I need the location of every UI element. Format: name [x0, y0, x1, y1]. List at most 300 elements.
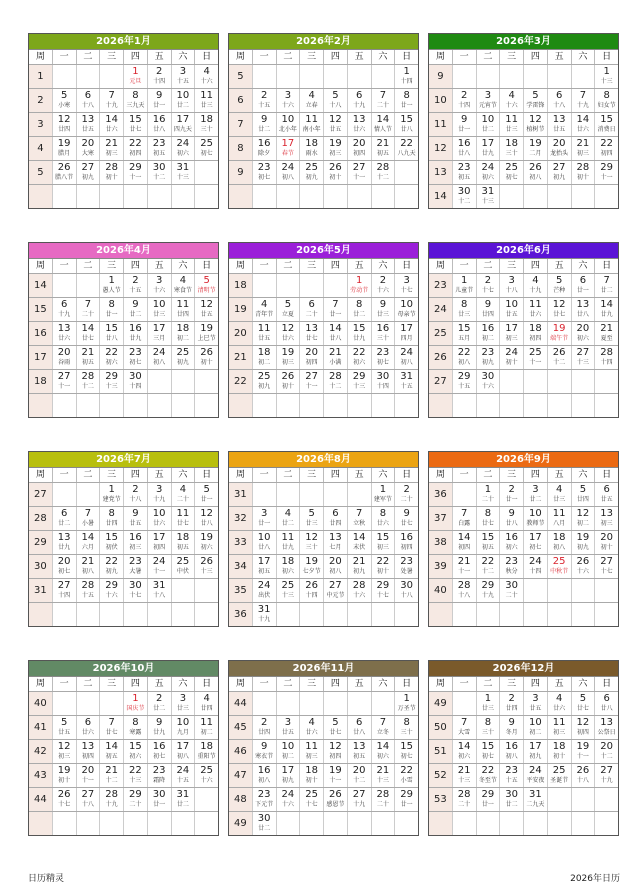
- day-cell[interactable]: [299, 740, 323, 763]
- day-cell[interactable]: [323, 531, 347, 554]
- day-cell[interactable]: [594, 555, 618, 578]
- day-cell[interactable]: [476, 346, 500, 369]
- day-cell[interactable]: [76, 579, 100, 602]
- day-cell[interactable]: [252, 161, 276, 184]
- day-cell[interactable]: [347, 507, 371, 530]
- day-cell[interactable]: [371, 89, 395, 112]
- day-cell[interactable]: [571, 161, 595, 184]
- day-cell[interactable]: [547, 322, 571, 345]
- day-cell[interactable]: [371, 579, 395, 602]
- day-cell[interactable]: [171, 137, 195, 160]
- day-cell[interactable]: [323, 161, 347, 184]
- day-cell[interactable]: [99, 483, 123, 506]
- day-cell[interactable]: [52, 298, 76, 321]
- day-cell[interactable]: [323, 507, 347, 530]
- day-cell[interactable]: [299, 716, 323, 739]
- day-cell[interactable]: [476, 716, 500, 739]
- day-cell[interactable]: [323, 764, 347, 787]
- day-cell[interactable]: [52, 555, 76, 578]
- day-cell[interactable]: [123, 113, 147, 136]
- day-cell[interactable]: [323, 113, 347, 136]
- day-cell[interactable]: [52, 507, 76, 530]
- day-cell[interactable]: [76, 764, 100, 787]
- day-cell[interactable]: [394, 555, 418, 578]
- day-cell[interactable]: [523, 89, 547, 112]
- day-cell[interactable]: [99, 788, 123, 811]
- day-cell[interactable]: [476, 137, 500, 160]
- day-cell[interactable]: [147, 65, 171, 88]
- day-cell[interactable]: [499, 507, 523, 530]
- day-cell[interactable]: [99, 113, 123, 136]
- day-cell[interactable]: [571, 89, 595, 112]
- day-cell[interactable]: [52, 89, 76, 112]
- day-cell[interactable]: [299, 322, 323, 345]
- day-cell[interactable]: [371, 483, 395, 506]
- day-cell[interactable]: [76, 161, 100, 184]
- day-cell[interactable]: [571, 716, 595, 739]
- day-cell[interactable]: [571, 764, 595, 787]
- day-cell[interactable]: [347, 579, 371, 602]
- day-cell[interactable]: [171, 531, 195, 554]
- day-cell[interactable]: [99, 161, 123, 184]
- day-cell[interactable]: [523, 555, 547, 578]
- day-cell[interactable]: [476, 298, 500, 321]
- day-cell[interactable]: [594, 483, 618, 506]
- day-cell[interactable]: [99, 89, 123, 112]
- day-cell[interactable]: [547, 137, 571, 160]
- day-cell[interactable]: [147, 716, 171, 739]
- day-cell[interactable]: [476, 483, 500, 506]
- day-cell[interactable]: [123, 89, 147, 112]
- day-cell[interactable]: [147, 483, 171, 506]
- day-cell[interactable]: [476, 788, 500, 811]
- day-cell[interactable]: [299, 346, 323, 369]
- day-cell[interactable]: [476, 740, 500, 763]
- day-cell[interactable]: [323, 370, 347, 393]
- day-cell[interactable]: [276, 322, 300, 345]
- day-cell[interactable]: [594, 113, 618, 136]
- day-cell[interactable]: [194, 274, 218, 297]
- day-cell[interactable]: [76, 555, 100, 578]
- day-cell[interactable]: [394, 89, 418, 112]
- day-cell[interactable]: [347, 161, 371, 184]
- day-cell[interactable]: [171, 692, 195, 715]
- day-cell[interactable]: [547, 346, 571, 369]
- day-cell[interactable]: [76, 740, 100, 763]
- day-cell[interactable]: [194, 65, 218, 88]
- day-cell[interactable]: [99, 370, 123, 393]
- day-cell[interactable]: [347, 740, 371, 763]
- day-cell[interactable]: [547, 274, 571, 297]
- day-cell[interactable]: [571, 507, 595, 530]
- day-cell[interactable]: [394, 113, 418, 136]
- day-cell[interactable]: [276, 113, 300, 136]
- day-cell[interactable]: [594, 507, 618, 530]
- day-cell[interactable]: [499, 692, 523, 715]
- day-cell[interactable]: [171, 89, 195, 112]
- day-cell[interactable]: [147, 531, 171, 554]
- day-cell[interactable]: [252, 531, 276, 554]
- day-cell[interactable]: [299, 579, 323, 602]
- day-cell[interactable]: [547, 483, 571, 506]
- day-cell[interactable]: [299, 764, 323, 787]
- day-cell[interactable]: [99, 298, 123, 321]
- day-cell[interactable]: [252, 137, 276, 160]
- day-cell[interactable]: [594, 740, 618, 763]
- day-cell[interactable]: [99, 716, 123, 739]
- day-cell[interactable]: [394, 531, 418, 554]
- day-cell[interactable]: [194, 137, 218, 160]
- day-cell[interactable]: [194, 555, 218, 578]
- day-cell[interactable]: [371, 161, 395, 184]
- day-cell[interactable]: [371, 322, 395, 345]
- day-cell[interactable]: [171, 161, 195, 184]
- day-cell[interactable]: [99, 322, 123, 345]
- day-cell[interactable]: [99, 507, 123, 530]
- day-cell[interactable]: [299, 555, 323, 578]
- day-cell[interactable]: [594, 65, 618, 88]
- day-cell[interactable]: [276, 531, 300, 554]
- day-cell[interactable]: [276, 716, 300, 739]
- day-cell[interactable]: [52, 113, 76, 136]
- day-cell[interactable]: [252, 113, 276, 136]
- day-cell[interactable]: [394, 740, 418, 763]
- day-cell[interactable]: [52, 764, 76, 787]
- day-cell[interactable]: [594, 274, 618, 297]
- day-cell[interactable]: [123, 740, 147, 763]
- day-cell[interactable]: [323, 346, 347, 369]
- day-cell[interactable]: [194, 298, 218, 321]
- day-cell[interactable]: [171, 274, 195, 297]
- day-cell[interactable]: [52, 137, 76, 160]
- day-cell[interactable]: [394, 65, 418, 88]
- day-cell[interactable]: [499, 579, 523, 602]
- day-cell[interactable]: [594, 692, 618, 715]
- day-cell[interactable]: [52, 788, 76, 811]
- day-cell[interactable]: [171, 507, 195, 530]
- day-cell[interactable]: [452, 788, 476, 811]
- day-cell[interactable]: [147, 89, 171, 112]
- day-cell[interactable]: [147, 346, 171, 369]
- day-cell[interactable]: [347, 89, 371, 112]
- day-cell[interactable]: [476, 579, 500, 602]
- day-cell[interactable]: [523, 113, 547, 136]
- day-cell[interactable]: [452, 298, 476, 321]
- day-cell[interactable]: [394, 483, 418, 506]
- day-cell[interactable]: [499, 322, 523, 345]
- day-cell[interactable]: [323, 298, 347, 321]
- day-cell[interactable]: [299, 507, 323, 530]
- day-cell[interactable]: [476, 507, 500, 530]
- day-cell[interactable]: [123, 298, 147, 321]
- day-cell[interactable]: [394, 370, 418, 393]
- day-cell[interactable]: [594, 531, 618, 554]
- day-cell[interactable]: [252, 716, 276, 739]
- day-cell[interactable]: [594, 161, 618, 184]
- day-cell[interactable]: [476, 531, 500, 554]
- day-cell[interactable]: [571, 322, 595, 345]
- day-cell[interactable]: [76, 716, 100, 739]
- day-cell[interactable]: [371, 346, 395, 369]
- day-cell[interactable]: [171, 65, 195, 88]
- day-cell[interactable]: [499, 161, 523, 184]
- day-cell[interactable]: [571, 298, 595, 321]
- day-cell[interactable]: [76, 788, 100, 811]
- day-cell[interactable]: [347, 113, 371, 136]
- day-cell[interactable]: [476, 764, 500, 787]
- day-cell[interactable]: [252, 89, 276, 112]
- day-cell[interactable]: [252, 346, 276, 369]
- day-cell[interactable]: [347, 346, 371, 369]
- day-cell[interactable]: [323, 716, 347, 739]
- day-cell[interactable]: [452, 322, 476, 345]
- day-cell[interactable]: [323, 137, 347, 160]
- day-cell[interactable]: [594, 346, 618, 369]
- day-cell[interactable]: [123, 161, 147, 184]
- day-cell[interactable]: [147, 692, 171, 715]
- day-cell[interactable]: [194, 716, 218, 739]
- day-cell[interactable]: [371, 531, 395, 554]
- day-cell[interactable]: [123, 579, 147, 602]
- day-cell[interactable]: [371, 740, 395, 763]
- day-cell[interactable]: [571, 346, 595, 369]
- day-cell[interactable]: [123, 483, 147, 506]
- day-cell[interactable]: [147, 555, 171, 578]
- day-cell[interactable]: [394, 692, 418, 715]
- day-cell[interactable]: [452, 274, 476, 297]
- day-cell[interactable]: [476, 322, 500, 345]
- day-cell[interactable]: [523, 740, 547, 763]
- day-cell[interactable]: [571, 555, 595, 578]
- day-cell[interactable]: [547, 764, 571, 787]
- day-cell[interactable]: [52, 370, 76, 393]
- day-cell[interactable]: [99, 274, 123, 297]
- day-cell[interactable]: [147, 113, 171, 136]
- day-cell[interactable]: [347, 137, 371, 160]
- day-cell[interactable]: [452, 161, 476, 184]
- day-cell[interactable]: [476, 161, 500, 184]
- day-cell[interactable]: [394, 298, 418, 321]
- day-cell[interactable]: [252, 322, 276, 345]
- day-cell[interactable]: [499, 716, 523, 739]
- day-cell[interactable]: [394, 507, 418, 530]
- day-cell[interactable]: [523, 716, 547, 739]
- day-cell[interactable]: [452, 531, 476, 554]
- day-cell[interactable]: [371, 137, 395, 160]
- day-cell[interactable]: [499, 788, 523, 811]
- day-cell[interactable]: [76, 113, 100, 136]
- day-cell[interactable]: [452, 507, 476, 530]
- day-cell[interactable]: [371, 274, 395, 297]
- day-cell[interactable]: [76, 322, 100, 345]
- day-cell[interactable]: [394, 716, 418, 739]
- day-cell[interactable]: [394, 274, 418, 297]
- day-cell[interactable]: [194, 346, 218, 369]
- day-cell[interactable]: [123, 137, 147, 160]
- day-cell[interactable]: [276, 137, 300, 160]
- day-cell[interactable]: [499, 531, 523, 554]
- day-cell[interactable]: [499, 298, 523, 321]
- day-cell[interactable]: [347, 322, 371, 345]
- day-cell[interactable]: [252, 764, 276, 787]
- day-cell[interactable]: [323, 740, 347, 763]
- day-cell[interactable]: [52, 579, 76, 602]
- day-cell[interactable]: [299, 137, 323, 160]
- day-cell[interactable]: [371, 764, 395, 787]
- day-cell[interactable]: [594, 764, 618, 787]
- day-cell[interactable]: [299, 370, 323, 393]
- day-cell[interactable]: [523, 274, 547, 297]
- day-cell[interactable]: [194, 531, 218, 554]
- day-cell[interactable]: [147, 161, 171, 184]
- day-cell[interactable]: [571, 113, 595, 136]
- day-cell[interactable]: [371, 507, 395, 530]
- day-cell[interactable]: [371, 788, 395, 811]
- day-cell[interactable]: [252, 370, 276, 393]
- day-cell[interactable]: [571, 531, 595, 554]
- day-cell[interactable]: [276, 507, 300, 530]
- day-cell[interactable]: [171, 764, 195, 787]
- day-cell[interactable]: [371, 298, 395, 321]
- day-cell[interactable]: [347, 274, 371, 297]
- day-cell[interactable]: [252, 579, 276, 602]
- day-cell[interactable]: [147, 298, 171, 321]
- day-cell[interactable]: [499, 274, 523, 297]
- day-cell[interactable]: [547, 507, 571, 530]
- day-cell[interactable]: [323, 788, 347, 811]
- day-cell[interactable]: [547, 555, 571, 578]
- day-cell[interactable]: [523, 531, 547, 554]
- day-cell[interactable]: [523, 322, 547, 345]
- day-cell[interactable]: [571, 692, 595, 715]
- day-cell[interactable]: [76, 507, 100, 530]
- day-cell[interactable]: [523, 137, 547, 160]
- day-cell[interactable]: [499, 740, 523, 763]
- day-cell[interactable]: [171, 788, 195, 811]
- day-cell[interactable]: [99, 346, 123, 369]
- day-cell[interactable]: [452, 137, 476, 160]
- day-cell[interactable]: [123, 716, 147, 739]
- day-cell[interactable]: [499, 89, 523, 112]
- day-cell[interactable]: [123, 531, 147, 554]
- day-cell[interactable]: [252, 812, 276, 835]
- day-cell[interactable]: [123, 346, 147, 369]
- day-cell[interactable]: [171, 716, 195, 739]
- day-cell[interactable]: [194, 113, 218, 136]
- day-cell[interactable]: [452, 346, 476, 369]
- day-cell[interactable]: [571, 274, 595, 297]
- day-cell[interactable]: [476, 89, 500, 112]
- day-cell[interactable]: [452, 740, 476, 763]
- day-cell[interactable]: [99, 531, 123, 554]
- day-cell[interactable]: [594, 716, 618, 739]
- day-cell[interactable]: [394, 346, 418, 369]
- day-cell[interactable]: [123, 370, 147, 393]
- day-cell[interactable]: [347, 370, 371, 393]
- day-cell[interactable]: [52, 346, 76, 369]
- day-cell[interactable]: [52, 531, 76, 554]
- day-cell[interactable]: [194, 764, 218, 787]
- day-cell[interactable]: [594, 137, 618, 160]
- day-cell[interactable]: [523, 692, 547, 715]
- day-cell[interactable]: [123, 764, 147, 787]
- day-cell[interactable]: [476, 555, 500, 578]
- day-cell[interactable]: [394, 322, 418, 345]
- day-cell[interactable]: [99, 579, 123, 602]
- day-cell[interactable]: [76, 346, 100, 369]
- day-cell[interactable]: [276, 740, 300, 763]
- day-cell[interactable]: [52, 322, 76, 345]
- day-cell[interactable]: [252, 555, 276, 578]
- day-cell[interactable]: [276, 579, 300, 602]
- day-cell[interactable]: [123, 507, 147, 530]
- day-cell[interactable]: [547, 692, 571, 715]
- day-cell[interactable]: [323, 89, 347, 112]
- day-cell[interactable]: [594, 298, 618, 321]
- day-cell[interactable]: [394, 137, 418, 160]
- day-cell[interactable]: [76, 137, 100, 160]
- day-cell[interactable]: [476, 370, 500, 393]
- day-cell[interactable]: [276, 298, 300, 321]
- day-cell[interactable]: [76, 531, 100, 554]
- day-cell[interactable]: [147, 788, 171, 811]
- day-cell[interactable]: [452, 764, 476, 787]
- day-cell[interactable]: [394, 788, 418, 811]
- day-cell[interactable]: [123, 692, 147, 715]
- day-cell[interactable]: [299, 531, 323, 554]
- day-cell[interactable]: [194, 322, 218, 345]
- day-cell[interactable]: [476, 113, 500, 136]
- day-cell[interactable]: [499, 555, 523, 578]
- day-cell[interactable]: [252, 603, 276, 626]
- day-cell[interactable]: [547, 716, 571, 739]
- day-cell[interactable]: [171, 113, 195, 136]
- day-cell[interactable]: [99, 740, 123, 763]
- day-cell[interactable]: [571, 740, 595, 763]
- day-cell[interactable]: [171, 322, 195, 345]
- day-cell[interactable]: [276, 161, 300, 184]
- day-cell[interactable]: [347, 298, 371, 321]
- day-cell[interactable]: [52, 740, 76, 763]
- day-cell[interactable]: [571, 137, 595, 160]
- day-cell[interactable]: [194, 740, 218, 763]
- day-cell[interactable]: [276, 764, 300, 787]
- day-cell[interactable]: [499, 483, 523, 506]
- day-cell[interactable]: [523, 507, 547, 530]
- day-cell[interactable]: [99, 764, 123, 787]
- day-cell[interactable]: [323, 322, 347, 345]
- day-cell[interactable]: [76, 370, 100, 393]
- day-cell[interactable]: [547, 161, 571, 184]
- day-cell[interactable]: [147, 579, 171, 602]
- day-cell[interactable]: [147, 322, 171, 345]
- day-cell[interactable]: [476, 274, 500, 297]
- day-cell[interactable]: [252, 507, 276, 530]
- day-cell[interactable]: [299, 788, 323, 811]
- day-cell[interactable]: [323, 579, 347, 602]
- day-cell[interactable]: [123, 555, 147, 578]
- day-cell[interactable]: [171, 740, 195, 763]
- day-cell[interactable]: [76, 89, 100, 112]
- day-cell[interactable]: [476, 185, 500, 208]
- day-cell[interactable]: [123, 788, 147, 811]
- day-cell[interactable]: [347, 555, 371, 578]
- day-cell[interactable]: [452, 185, 476, 208]
- day-cell[interactable]: [276, 89, 300, 112]
- day-cell[interactable]: [523, 764, 547, 787]
- day-cell[interactable]: [594, 322, 618, 345]
- day-cell[interactable]: [452, 89, 476, 112]
